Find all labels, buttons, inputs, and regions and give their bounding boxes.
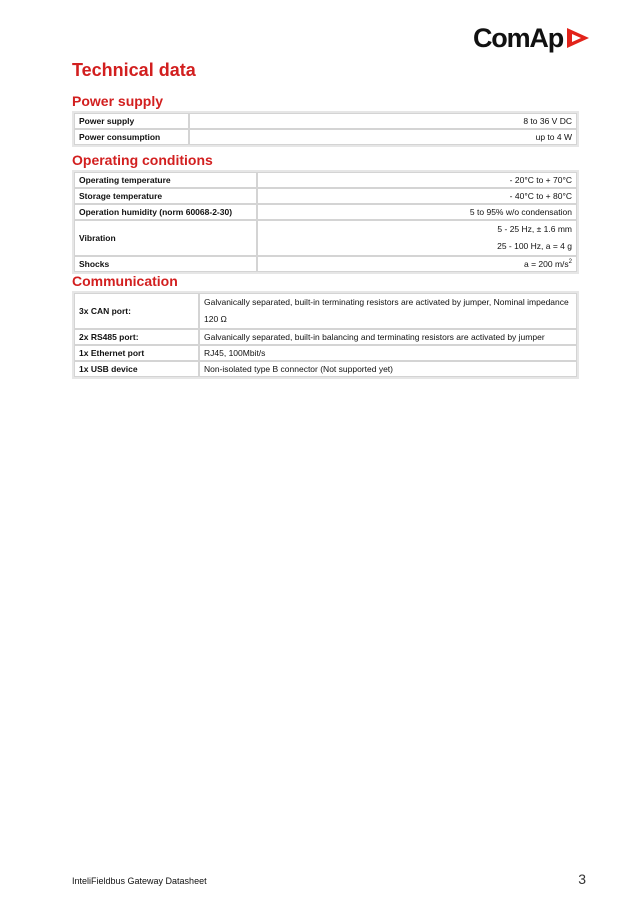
row-value: 8 to 36 V DC <box>189 113 577 129</box>
table-row <box>74 345 577 361</box>
row-label: Storage temperature <box>74 188 257 204</box>
operating-conditions-table <box>72 170 579 274</box>
row-label: Power supply <box>74 113 189 129</box>
row-value-line: 25 - 100 Hz, a = 4 g <box>497 241 572 251</box>
row-label: Vibration <box>74 220 257 256</box>
row-label: 3x CAN port: <box>74 293 199 329</box>
table-row <box>74 172 577 188</box>
row-value-line: 5 - 25 Hz, ± 1.6 mm <box>497 224 572 234</box>
row-value-superscript: 2 <box>568 259 572 266</box>
row-label: 1x USB device <box>74 361 199 377</box>
comap-logo <box>473 22 591 54</box>
row-value: Non-isolated type B connector (Not supported yet) <box>199 361 577 377</box>
logo-arrow-icon <box>565 25 591 51</box>
row-value <box>257 220 577 256</box>
row-value: - 20°C to + 70°C <box>257 172 577 188</box>
table-row <box>74 188 577 204</box>
row-label: Power consumption <box>74 129 189 145</box>
footer-page-number: 3 <box>578 871 586 887</box>
row-label: Operating temperature <box>74 172 257 188</box>
section-heading-communication: Communication <box>72 273 178 289</box>
table-row <box>74 129 577 145</box>
communication-table <box>72 291 579 379</box>
footer-doc-name: InteliFieldbus Gateway Datasheet <box>72 876 207 886</box>
row-value <box>257 256 577 272</box>
row-value-line: Galvanically separated, built-in terminating resistors are activated by jumper, Nominal impedance <box>204 297 569 307</box>
row-label: Operation humidity (norm 60068-2-30) <box>74 204 257 220</box>
row-label: 1x Ethernet port <box>74 345 199 361</box>
page-title: Technical data <box>72 60 196 80</box>
row-value: Galvanically separated, built-in balancing and terminating resistors are activated by jumper <box>199 329 577 345</box>
power-supply-table <box>72 111 579 147</box>
table-row <box>74 204 577 220</box>
row-value-text: a = 200 m/s <box>524 259 569 269</box>
table-row <box>74 113 577 129</box>
row-value: RJ45, 100Mbit/s <box>199 345 577 361</box>
table-row <box>74 256 577 272</box>
row-label: 2x RS485 port: <box>74 329 199 345</box>
row-value-line: 120 Ω <box>204 314 227 324</box>
row-value: - 40°C to + 80°C <box>257 188 577 204</box>
row-value: up to 4 W <box>189 129 577 145</box>
table-row <box>74 293 577 329</box>
logo-text: ComAp <box>473 23 563 53</box>
row-value <box>199 293 577 329</box>
section-heading-operating-conditions: Operating conditions <box>72 152 213 168</box>
table-row <box>74 329 577 345</box>
table-row <box>74 220 577 256</box>
row-label: Shocks <box>74 256 257 272</box>
row-value: 5 to 95% w/o condensation <box>257 204 577 220</box>
table-row <box>74 361 577 377</box>
section-heading-power-supply: Power supply <box>72 93 164 109</box>
